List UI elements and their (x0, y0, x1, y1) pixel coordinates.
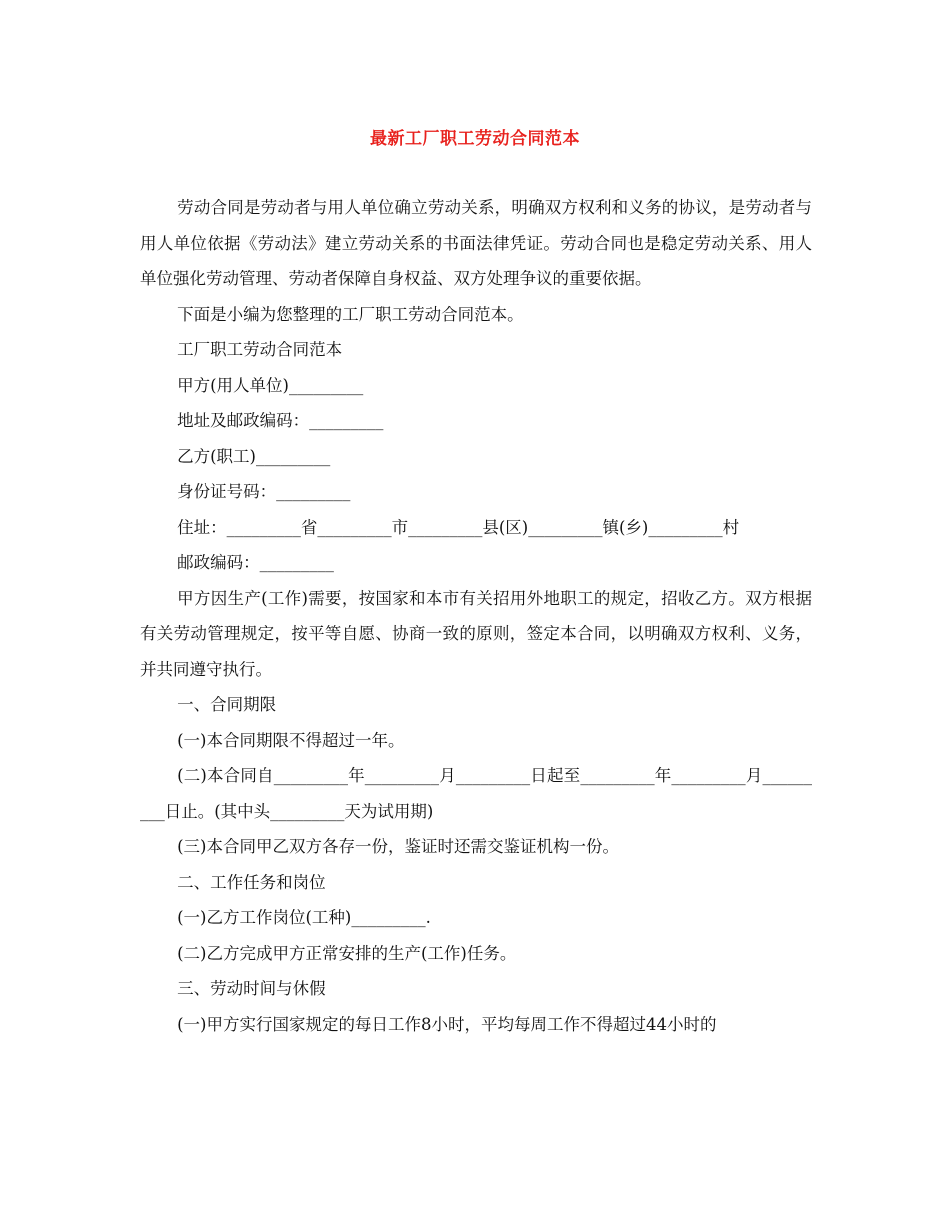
field-postcode: 邮政编码：_________ (177, 553, 334, 572)
document-title: 最新工厂职工劳动合同范本 (370, 129, 580, 149)
clause-term-2: (二)本合同自_________年_________月_________日起至_________年_________月_________日止。(其中头_________天为试用期) (140, 766, 812, 821)
section-heading-hours: 三、劳动时间与休假 (177, 979, 326, 998)
paragraph-recruitment: 甲方因生产(工作)需要，按国家和本市有关招用外地职工的规定，招收乙方。双方根据有关劳动管理规定，按平等自愿、协商一致的原则，签定本合同，以明确双方权利、义务，并共同遵守执行。 (140, 588, 812, 679)
section-heading-duties: 二、工作任务和岗位 (177, 872, 326, 892)
section-heading-term: 一、合同期限 (177, 695, 277, 714)
field-id-number: 身份证号码：_________ (177, 482, 351, 501)
field-party-b: 乙方(职工)_________ (177, 446, 331, 466)
clause-duties-1: (一)乙方工作岗位(工种)_________. (177, 908, 431, 927)
paragraph-intro: 劳动合同是劳动者与用人单位确立劳动关系，明确双方权利和义务的协议，是劳动者与用人单位依据《劳动法》建立劳动关系的书面法律凭证。劳动合同也是稳定劳动关系、用人单位强化劳动管理、劳动者保障自身权益、双方处理争议的重要依据。 (140, 198, 812, 288)
clause-term-1: (一)本合同期限不得超过一年。 (177, 730, 405, 750)
paragraph-compiled-note: 下面是小编为您整理的工厂职工劳动合同范本。 (177, 304, 524, 324)
clause-duties-2: (二)乙方完成甲方正常安排的生产(工作)任务。 (177, 943, 517, 963)
clause-term-3: (三)本合同甲乙双方各存一份，鉴证时还需交鉴证机构一份。 (177, 837, 619, 856)
field-address-postcode: 地址及邮政编码：_________ (177, 411, 384, 430)
document-body (140, 190, 812, 1042)
field-party-a: 甲方(用人单位)_________ (177, 375, 364, 395)
field-residence: 住址：_________省_________市_________县(区)_________镇(乡)_________村 (177, 517, 740, 537)
paragraph-contract-heading: 工厂职工劳动合同范本 (177, 340, 343, 359)
clause-hours-1: (一)甲方实行国家规定的每日工作8小时，平均每周工作不得超过44小时的 (177, 1014, 717, 1034)
